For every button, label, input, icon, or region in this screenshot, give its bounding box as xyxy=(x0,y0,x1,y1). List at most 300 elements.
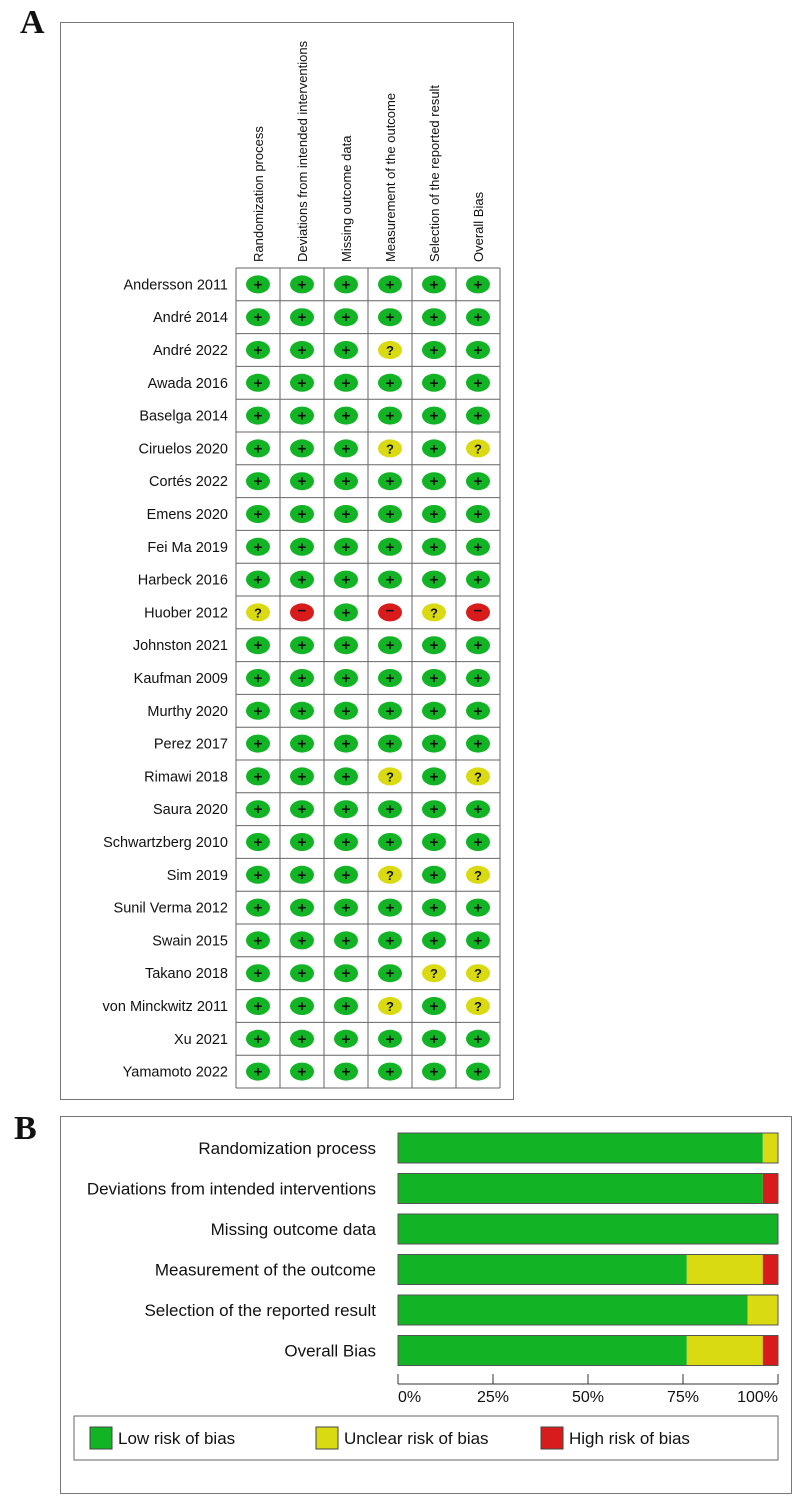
rating-low-icon xyxy=(334,735,358,753)
rating-symbol: + xyxy=(297,538,307,556)
study-label: Perez 2017 xyxy=(153,736,228,753)
x-tick-label: 0% xyxy=(398,1389,422,1406)
bar-category-label: Measurement of the outcome xyxy=(154,1260,376,1280)
rating-symbol: + xyxy=(385,735,395,753)
rating-low-icon xyxy=(246,931,270,949)
rating-low-icon xyxy=(334,571,358,589)
rating-symbol: + xyxy=(253,342,263,359)
rating-low-icon xyxy=(378,931,402,949)
rating-low-icon xyxy=(422,407,446,425)
bar-category-label: Overall Bias xyxy=(284,1341,376,1361)
rating-symbol: + xyxy=(473,407,483,425)
rating-low-icon xyxy=(466,899,490,917)
rating-symbol: + xyxy=(297,866,307,884)
rating-symbol: + xyxy=(429,473,439,491)
study-label: Sunil Verma 2012 xyxy=(113,900,228,917)
rating-low-icon xyxy=(334,899,358,917)
rating-symbol: + xyxy=(253,571,263,589)
rating-low-icon xyxy=(290,1063,314,1081)
rating-low-icon xyxy=(290,341,314,359)
rating-symbol: + xyxy=(341,342,351,359)
rating-high-icon xyxy=(378,602,402,621)
rating-low-icon xyxy=(290,308,314,326)
rating-low-icon xyxy=(334,341,358,359)
rating-symbol: + xyxy=(297,998,307,1015)
rating-low-icon xyxy=(290,1030,314,1048)
rating-symbol: + xyxy=(253,801,263,819)
rating-low-icon xyxy=(334,800,358,818)
x-tick-label: 100% xyxy=(737,1389,778,1406)
rating-low-icon xyxy=(290,767,314,785)
rating-symbol: + xyxy=(341,440,351,458)
rating-unclear-icon xyxy=(378,439,402,457)
study-label: Sim 2019 xyxy=(166,867,228,884)
rating-symbol: + xyxy=(341,604,351,622)
rating-symbol: + xyxy=(253,407,263,425)
rating-low-icon xyxy=(378,735,402,753)
rating-symbol: + xyxy=(253,637,263,655)
rating-symbol: − xyxy=(473,602,483,620)
rating-low-icon xyxy=(466,275,490,293)
study-label: Swain 2015 xyxy=(152,933,228,950)
rating-symbol: ? xyxy=(474,867,482,883)
rating-symbol: + xyxy=(341,538,351,556)
rating-symbol: + xyxy=(429,735,439,753)
rating-low-icon xyxy=(290,964,314,982)
rating-symbol: ? xyxy=(430,605,438,621)
rating-symbol: + xyxy=(341,735,351,753)
rating-symbol: + xyxy=(385,374,395,392)
rating-symbol: + xyxy=(341,407,351,425)
bar-segment-unclear xyxy=(748,1295,778,1325)
rating-symbol: + xyxy=(429,899,439,917)
rating-low-icon xyxy=(246,833,270,851)
rating-low-icon xyxy=(246,866,270,884)
rating-symbol: ? xyxy=(474,999,482,1014)
rating-low-icon xyxy=(378,800,402,818)
domain-header-5: Overall Bias xyxy=(471,191,486,262)
rating-low-icon xyxy=(422,702,446,720)
rating-low-icon xyxy=(290,669,314,687)
bar-category-label: Missing outcome data xyxy=(210,1220,376,1239)
rating-low-icon xyxy=(466,341,490,359)
rating-low-icon xyxy=(334,702,358,720)
rating-low-icon xyxy=(290,997,314,1015)
rating-low-icon xyxy=(422,1030,446,1048)
rating-symbol: + xyxy=(297,932,307,950)
study-label: Cortés 2022 xyxy=(149,474,228,491)
rating-symbol: + xyxy=(473,571,483,589)
rating-symbol: + xyxy=(297,965,307,983)
legend-swatch xyxy=(541,1427,563,1449)
rating-unclear-icon xyxy=(378,866,402,884)
rating-low-icon xyxy=(290,899,314,917)
rating-symbol: ? xyxy=(474,769,482,785)
rating-symbol: ? xyxy=(386,867,394,883)
rating-high-icon xyxy=(466,602,490,621)
rating-symbol: + xyxy=(253,965,263,983)
rating-low-icon xyxy=(466,571,490,589)
rating-low-icon xyxy=(334,275,358,293)
rating-symbol: ? xyxy=(430,966,438,982)
rating-low-icon xyxy=(466,931,490,949)
rating-low-icon xyxy=(422,341,446,359)
rating-symbol: + xyxy=(473,932,483,950)
rating-symbol: + xyxy=(253,670,263,687)
rating-symbol: + xyxy=(297,473,307,491)
study-label: Takano 2018 xyxy=(144,966,228,983)
rating-low-icon xyxy=(246,341,270,359)
rating-symbol: ? xyxy=(386,441,394,457)
rating-symbol: + xyxy=(473,309,483,327)
rating-symbol: + xyxy=(429,276,439,294)
rating-low-icon xyxy=(466,669,490,687)
rating-low-icon xyxy=(466,800,490,818)
rating-low-icon xyxy=(246,1030,270,1048)
rating-low-icon xyxy=(422,571,446,589)
rating-symbol: + xyxy=(341,998,351,1015)
rating-symbol: + xyxy=(473,670,483,687)
rating-symbol: + xyxy=(429,866,439,884)
rating-symbol: + xyxy=(341,637,351,655)
rating-symbol: + xyxy=(341,670,351,687)
rating-low-icon xyxy=(290,833,314,851)
domain-header-3: Measurement of the outcome xyxy=(383,92,398,262)
rating-symbol: + xyxy=(385,834,395,851)
rating-low-icon xyxy=(246,571,270,589)
rating-symbol: + xyxy=(253,374,263,392)
rating-symbol: + xyxy=(473,538,483,556)
rating-low-icon xyxy=(466,374,490,392)
rating-symbol: + xyxy=(253,768,263,786)
rating-low-icon xyxy=(422,735,446,753)
rating-symbol: + xyxy=(253,932,263,950)
rating-symbol: + xyxy=(253,1030,263,1048)
rating-symbol: + xyxy=(253,702,263,720)
rating-low-icon xyxy=(246,538,270,556)
rating-low-icon xyxy=(334,636,358,654)
rating-symbol: + xyxy=(297,571,307,589)
rating-symbol: − xyxy=(297,602,307,620)
rating-symbol: + xyxy=(473,735,483,753)
rating-symbol: + xyxy=(473,637,483,655)
rating-symbol: + xyxy=(429,309,439,327)
rating-symbol: + xyxy=(429,834,439,851)
study-label: Kaufman 2009 xyxy=(133,671,228,687)
rating-symbol: + xyxy=(297,309,307,327)
study-label: von Minckwitz 2011 xyxy=(102,999,228,1015)
rating-symbol: + xyxy=(253,538,263,556)
rating-symbol: + xyxy=(253,276,263,294)
rating-symbol: + xyxy=(297,768,307,786)
rating-symbol: + xyxy=(297,506,307,523)
rating-low-icon xyxy=(466,308,490,326)
rating-symbol: + xyxy=(297,834,307,851)
bar-segment-low xyxy=(398,1174,763,1204)
rating-low-icon xyxy=(378,1030,402,1048)
rating-symbol: + xyxy=(473,374,483,392)
rating-low-icon xyxy=(466,636,490,654)
panel-a-label: A xyxy=(20,4,45,41)
bar-segment-high xyxy=(763,1336,778,1366)
rating-low-icon xyxy=(290,505,314,523)
rating-low-icon xyxy=(334,374,358,392)
rating-low-icon xyxy=(422,472,446,490)
rating-low-icon xyxy=(334,669,358,687)
rating-unclear-icon xyxy=(466,866,490,884)
rating-low-icon xyxy=(422,1063,446,1081)
x-tick-label: 50% xyxy=(571,1389,605,1406)
domain-header-2: Missing outcome data xyxy=(339,135,354,262)
study-label: Schwartzberg 2010 xyxy=(103,835,228,851)
rating-symbol: + xyxy=(297,801,307,819)
rating-symbol: + xyxy=(297,637,307,655)
rating-low-icon xyxy=(290,636,314,654)
rating-grid xyxy=(236,268,500,1088)
rating-symbol: + xyxy=(341,965,351,983)
rating-symbol: ? xyxy=(474,441,482,457)
rating-symbol: + xyxy=(253,473,263,491)
rating-low-icon xyxy=(378,899,402,917)
rating-low-icon xyxy=(378,1063,402,1081)
bar-segment-low xyxy=(398,1295,748,1325)
rating-unclear-icon xyxy=(466,767,490,785)
rating-symbol: + xyxy=(385,1063,395,1081)
rating-low-icon xyxy=(246,1063,270,1081)
rating-low-icon xyxy=(290,571,314,589)
rating-low-icon xyxy=(378,505,402,523)
rating-low-icon xyxy=(290,866,314,884)
rating-symbol: + xyxy=(385,506,395,523)
study-label: Johnston 2021 xyxy=(132,638,228,655)
rating-symbol: + xyxy=(297,735,307,753)
rating-symbol: + xyxy=(429,637,439,655)
rating-low-icon xyxy=(422,931,446,949)
study-label: André 2014 xyxy=(153,310,228,327)
rating-symbol: + xyxy=(429,768,439,786)
study-label: Fei Ma 2019 xyxy=(147,539,228,556)
rating-symbol: + xyxy=(341,866,351,884)
rating-low-icon xyxy=(378,702,402,720)
rating-symbol: + xyxy=(297,899,307,917)
rating-symbol: + xyxy=(429,506,439,523)
rating-symbol: + xyxy=(385,899,395,917)
rating-low-icon xyxy=(422,439,446,457)
rating-low-icon xyxy=(422,636,446,654)
rating-symbol: + xyxy=(341,1030,351,1048)
rating-symbol: + xyxy=(385,571,395,589)
rating-symbol: + xyxy=(297,440,307,458)
rating-low-icon xyxy=(290,538,314,556)
rating-symbol: + xyxy=(385,702,395,720)
rating-low-icon xyxy=(334,931,358,949)
rating-low-icon xyxy=(422,538,446,556)
study-label: Andersson 2011 xyxy=(123,277,228,294)
rating-low-icon xyxy=(334,997,358,1015)
legend-label: Unclear risk of bias xyxy=(344,1429,489,1448)
rating-symbol: + xyxy=(253,866,263,884)
rating-symbol: + xyxy=(341,374,351,392)
rating-low-icon xyxy=(334,603,358,621)
rating-low-icon xyxy=(334,1030,358,1048)
rating-symbol: + xyxy=(473,801,483,819)
rating-low-icon xyxy=(422,833,446,851)
rating-symbol: + xyxy=(341,309,351,327)
rating-symbol: + xyxy=(253,309,263,327)
rating-unclear-icon xyxy=(466,439,490,457)
rating-low-icon xyxy=(422,669,446,687)
rating-low-icon xyxy=(290,931,314,949)
rating-low-icon xyxy=(246,472,270,490)
rating-symbol: + xyxy=(473,276,483,294)
bar-segment-high xyxy=(763,1255,778,1285)
rating-low-icon xyxy=(246,374,270,392)
rating-low-icon xyxy=(246,505,270,523)
rating-low-icon xyxy=(334,1063,358,1081)
rating-unclear-icon xyxy=(246,603,270,621)
rating-symbol: ? xyxy=(386,999,394,1014)
rating-symbol: + xyxy=(253,899,263,917)
rating-unclear-icon xyxy=(466,964,490,982)
bar-segment-high xyxy=(763,1174,778,1204)
rating-low-icon xyxy=(246,636,270,654)
rating-low-icon xyxy=(246,735,270,753)
rating-symbol: + xyxy=(473,899,483,917)
rating-symbol: + xyxy=(341,932,351,950)
rating-low-icon xyxy=(422,997,446,1015)
rating-low-icon xyxy=(290,472,314,490)
rating-low-icon xyxy=(246,800,270,818)
rating-low-icon xyxy=(334,767,358,785)
rating-symbol: + xyxy=(385,473,395,491)
rating-low-icon xyxy=(378,833,402,851)
bar-segment-low xyxy=(398,1133,763,1163)
rating-symbol: + xyxy=(385,965,395,983)
rating-low-icon xyxy=(334,538,358,556)
rating-symbol: + xyxy=(253,834,263,851)
rating-low-icon xyxy=(246,997,270,1015)
rating-symbol: + xyxy=(385,670,395,687)
rating-symbol: + xyxy=(253,1063,263,1081)
rating-symbol: + xyxy=(253,998,263,1015)
rating-low-icon xyxy=(290,407,314,425)
rating-unclear-icon xyxy=(466,997,490,1015)
x-tick-label: 75% xyxy=(666,1389,700,1406)
bar-category-label: Deviations from intended interventions xyxy=(86,1179,376,1199)
rating-low-icon xyxy=(290,275,314,293)
domain-header-0: Randomization process xyxy=(251,126,266,262)
rating-low-icon xyxy=(378,308,402,326)
rating-low-icon xyxy=(378,538,402,556)
rating-symbol: + xyxy=(429,571,439,589)
rating-unclear-icon xyxy=(422,603,446,621)
rating-low-icon xyxy=(246,702,270,720)
rating-symbol: + xyxy=(297,342,307,359)
bar-segment-unclear xyxy=(687,1336,763,1366)
rating-symbol: + xyxy=(297,702,307,720)
domain-header-4: Selection of the reported result xyxy=(427,84,442,262)
rating-low-icon xyxy=(422,505,446,523)
rating-symbol: + xyxy=(429,1030,439,1048)
rating-symbol: + xyxy=(341,768,351,786)
domain-header-1: Deviations from intended interventions xyxy=(295,40,310,262)
rating-symbol: + xyxy=(253,440,263,458)
rating-low-icon xyxy=(378,275,402,293)
rating-symbol: + xyxy=(341,1063,351,1081)
rating-symbol: + xyxy=(341,276,351,294)
bar-segment-low xyxy=(398,1255,687,1285)
rating-symbol: + xyxy=(385,932,395,950)
rating-symbol: + xyxy=(385,1030,395,1048)
rating-low-icon xyxy=(466,407,490,425)
rating-low-icon xyxy=(334,439,358,457)
rating-low-icon xyxy=(378,472,402,490)
rating-low-icon xyxy=(334,472,358,490)
rating-symbol: + xyxy=(429,998,439,1015)
rating-low-icon xyxy=(334,964,358,982)
rating-low-icon xyxy=(290,702,314,720)
rating-symbol: + xyxy=(429,407,439,425)
rating-unclear-icon xyxy=(378,997,402,1015)
rating-symbol: + xyxy=(385,309,395,327)
rating-symbol: + xyxy=(473,342,483,359)
rating-symbol: + xyxy=(429,342,439,359)
rating-symbol: + xyxy=(297,1063,307,1081)
panel-b-label: B xyxy=(14,1110,37,1147)
rating-low-icon xyxy=(422,767,446,785)
rating-low-icon xyxy=(334,308,358,326)
rating-low-icon xyxy=(378,571,402,589)
rating-symbol: + xyxy=(297,1030,307,1048)
rating-symbol: + xyxy=(473,702,483,720)
rating-low-icon xyxy=(246,275,270,293)
rating-low-icon xyxy=(466,702,490,720)
rating-symbol: + xyxy=(341,834,351,851)
rating-symbol: ? xyxy=(386,343,394,358)
bar-segment-unclear xyxy=(763,1133,778,1163)
rating-low-icon xyxy=(290,439,314,457)
rating-symbol: + xyxy=(429,538,439,556)
rating-symbol: + xyxy=(297,374,307,392)
rating-symbol: + xyxy=(297,670,307,687)
study-label: Rimawi 2018 xyxy=(144,769,228,786)
legend-label: Low risk of bias xyxy=(118,1429,236,1448)
rating-low-icon xyxy=(290,800,314,818)
rating-symbol: + xyxy=(429,374,439,392)
rating-symbol: + xyxy=(429,440,439,458)
rating-low-icon xyxy=(466,538,490,556)
rating-symbol: + xyxy=(385,801,395,819)
rating-low-icon xyxy=(246,964,270,982)
rating-symbol: + xyxy=(473,473,483,491)
rating-symbol: + xyxy=(341,473,351,491)
rating-symbol: + xyxy=(297,276,307,294)
rating-unclear-icon xyxy=(378,767,402,785)
rating-symbol: + xyxy=(341,571,351,589)
rating-low-icon xyxy=(378,669,402,687)
bar-category-label: Randomization process xyxy=(198,1139,376,1158)
rating-symbol: − xyxy=(385,602,395,620)
rating-symbol: + xyxy=(429,801,439,819)
study-label: Xu 2021 xyxy=(173,1031,228,1048)
rating-low-icon xyxy=(466,472,490,490)
bar-category-label: Selection of the reported result xyxy=(144,1301,376,1320)
rating-low-icon xyxy=(290,735,314,753)
rating-low-icon xyxy=(334,833,358,851)
rating-symbol: + xyxy=(429,932,439,950)
study-label: Ciruelos 2020 xyxy=(138,441,228,458)
rating-low-icon xyxy=(378,374,402,392)
